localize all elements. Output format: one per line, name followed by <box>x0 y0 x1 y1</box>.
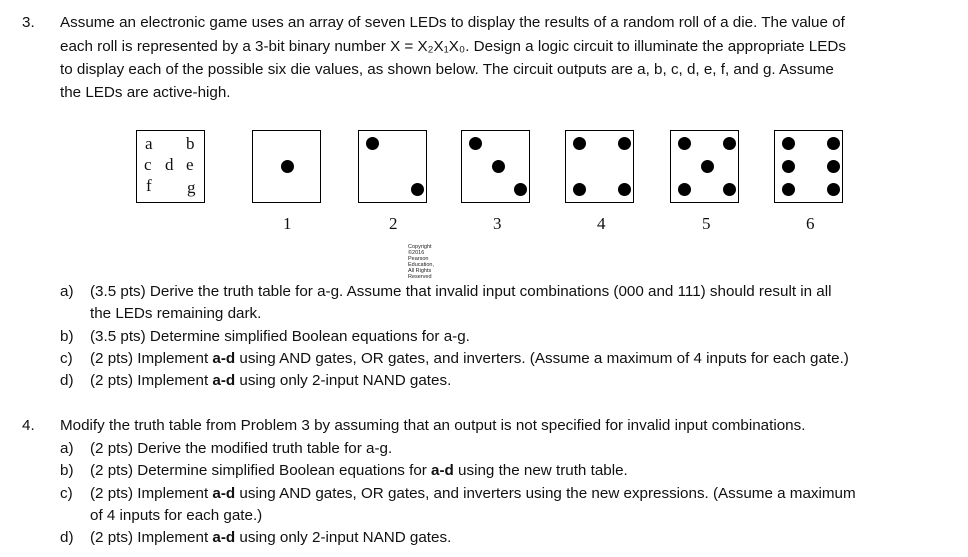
led-label-b: b <box>186 134 195 153</box>
die-face-1 <box>252 130 321 203</box>
led-g-on <box>618 183 631 196</box>
p4-part-b-label: b) <box>60 462 74 479</box>
led-g-on <box>827 183 840 196</box>
led-a-on <box>678 137 691 150</box>
p4-part-a-text: (2 pts) Derive the modified truth table for a-g. <box>90 440 393 457</box>
p4-part-d-label: d) <box>60 529 74 546</box>
led-d-on <box>281 160 294 173</box>
die-number-2: 2 <box>389 214 398 233</box>
p4-part-b-pre: (2 pts) Determine simplified Boolean equations for <box>90 462 432 479</box>
led-e-on <box>827 160 840 173</box>
die-number-1: 1 <box>283 214 292 233</box>
p3-part-d-label: d) <box>60 372 74 389</box>
copyright-notice: Copyright ©2016 Pearson Education, All Rights Reserved <box>408 244 434 280</box>
led-d-on <box>492 160 505 173</box>
p4-part-d-post: using only 2-input NAND gates. <box>235 529 452 546</box>
p4-part-b-post: using the new truth table. <box>453 462 628 479</box>
p4-part-c-post: using AND gates, OR gates, and inverters using the new expressions. (Assume a maximum <box>235 485 856 502</box>
led-g-on <box>514 183 527 196</box>
p3-part-c-pre: (2 pts) Implement <box>90 350 213 367</box>
p4-part-c-line-2: of 4 inputs for each gate.) <box>90 507 263 524</box>
led-a-on <box>782 137 795 150</box>
p3-part-c-label: c) <box>60 350 73 367</box>
p3-part-d-post: using only 2-input NAND gates. <box>235 372 452 389</box>
p4-part-b-text <box>90 460 628 482</box>
p4-part-d-bold: a-d <box>212 529 236 546</box>
led-f-on <box>573 183 586 196</box>
p4-part-c-label: c) <box>60 485 73 502</box>
die-face-2 <box>358 130 427 203</box>
p3-part-d-pre: (2 pts) Implement <box>90 372 213 389</box>
problem-4-intro: Modify the truth table from Problem 3 by assuming that an output is not specified for invalid input combinations. <box>60 417 806 434</box>
p3-part-c-bold: a-d <box>212 350 236 367</box>
problem-3-number: 3. <box>22 14 35 31</box>
die-number-4: 4 <box>597 214 606 233</box>
led-f-on <box>782 183 795 196</box>
p3-part-c-text <box>90 348 849 370</box>
p4-part-c-text <box>90 483 856 505</box>
die-number-6: 6 <box>806 214 815 233</box>
p3-part-c-post: using AND gates, OR gates, and inverters. (Assume a maximum of 4 inputs for each gate.) <box>235 350 849 367</box>
die-face-5 <box>670 130 739 203</box>
p3-part-a-label: a) <box>60 283 74 300</box>
p4-part-d-pre: (2 pts) Implement <box>90 529 213 546</box>
led-d-on <box>701 160 714 173</box>
problem-3-line-2: each roll is represented by a 3-bit binary number X = X₂X₁X₀. Design a logic circuit to illuminate the appropriate LEDs <box>60 38 846 55</box>
led-g-on <box>723 183 736 196</box>
die-number-5: 5 <box>702 214 711 233</box>
problem-3-line-3: to display each of the possible six die values, as shown below. The circuit outputs are a, b, c, d, e, f, and g. Assume <box>60 61 834 78</box>
led-a-on <box>573 137 586 150</box>
p4-part-a-label: a) <box>60 440 74 457</box>
p3-part-b-label: b) <box>60 328 74 345</box>
p4-part-d-text <box>90 527 451 549</box>
die-face-6 <box>774 130 843 203</box>
led-label-f: f <box>146 176 152 195</box>
led-key-box <box>136 130 205 203</box>
led-f-on <box>678 183 691 196</box>
led-label-a: a <box>145 134 153 153</box>
die-number-3: 3 <box>493 214 502 233</box>
p3-part-a-line-1: (3.5 pts) Derive the truth table for a-g. Assume that invalid input combinations (000 and 111) should result in all <box>90 283 832 300</box>
p3-part-d-text <box>90 370 451 392</box>
led-a-on <box>469 137 482 150</box>
led-b-on <box>827 137 840 150</box>
led-a-on <box>366 137 379 150</box>
problem-3-line-1: Assume an electronic game uses an array of seven LEDs to display the results of a random roll of a die. The value of <box>60 14 845 31</box>
led-b-on <box>618 137 631 150</box>
p3-part-d-bold: a-d <box>212 372 236 389</box>
led-c-on <box>782 160 795 173</box>
led-label-d: d <box>165 155 174 174</box>
p4-part-c-bold: a-d <box>212 485 236 502</box>
led-label-g: g <box>187 178 196 197</box>
die-face-4 <box>565 130 634 203</box>
p4-part-b-bold: a-d <box>431 462 454 479</box>
led-g-on <box>411 183 424 196</box>
led-label-e: e <box>186 155 194 174</box>
problem-4-number: 4. <box>22 417 35 434</box>
problem-3-line-4: the LEDs are active-high. <box>60 84 231 101</box>
p4-part-c-pre: (2 pts) Implement <box>90 485 213 502</box>
die-face-3 <box>461 130 530 203</box>
led-b-on <box>723 137 736 150</box>
led-label-c: c <box>144 155 152 174</box>
p3-part-b-text: (3.5 pts) Determine simplified Boolean equations for a-g. <box>90 328 470 345</box>
p3-part-a-line-2: the LEDs remaining dark. <box>90 305 262 322</box>
